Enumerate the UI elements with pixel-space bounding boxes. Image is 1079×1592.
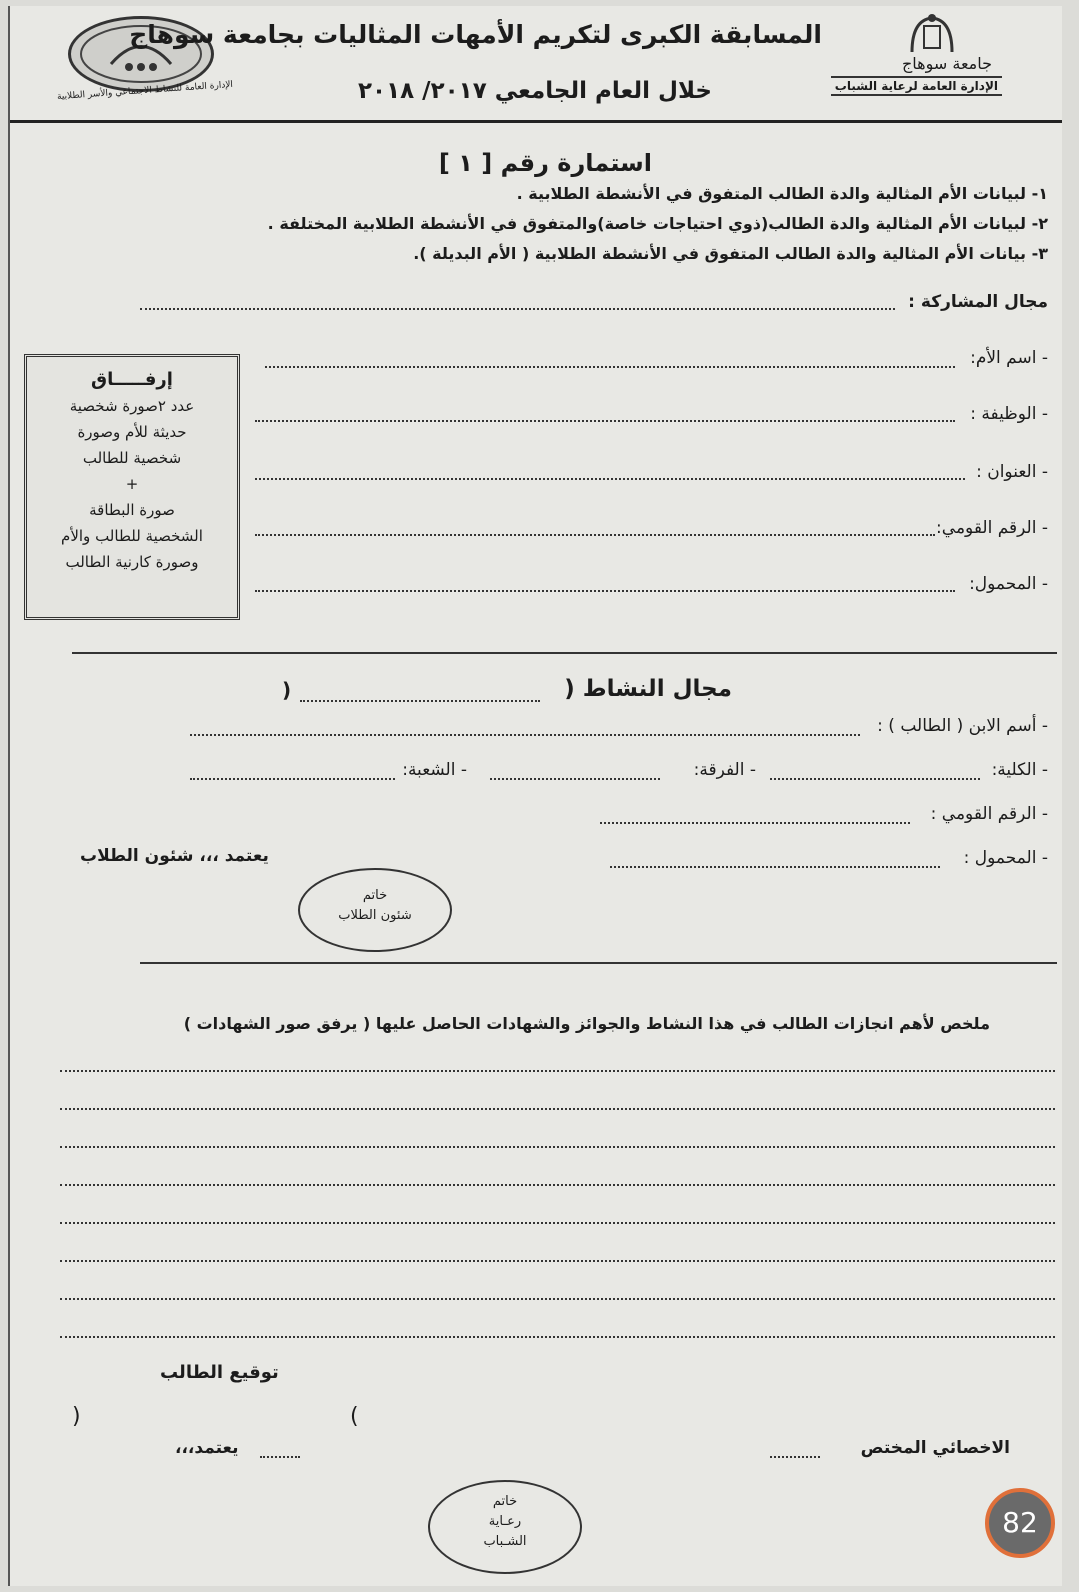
attachments-heading: إرفـــــاق (91, 369, 173, 390)
attachments-line: صورة البطاقة (89, 501, 175, 519)
attachments-plus: + (125, 475, 139, 493)
university-emblem-icon (902, 12, 962, 60)
form-number-title: استمارة رقم [ ١ ] (438, 149, 652, 177)
department-name: الإدارة العامة لرعاية الشباب (831, 76, 1002, 96)
page-subtitle: خلال العام الجامعي ٢٠١٧/ ٢٠١٨ (358, 78, 712, 104)
specialist-field[interactable] (770, 1456, 820, 1458)
mother-national-id-field[interactable] (255, 534, 935, 536)
page-title: المسابقة الكبرى لتكريم الأمهات المثاليات بجامعة سوهاج (129, 20, 822, 49)
son-name-field[interactable] (190, 734, 860, 736)
form-item-1: ١- لبيانات الأم المثالية والدة الطالب المتفوق في الأنشطة الطلابية . (516, 184, 1048, 203)
mother-job-field[interactable] (255, 420, 955, 422)
university-name: جامعة سوهاج (901, 54, 992, 73)
attachments-line: وصورة كارنية الطالب (65, 553, 199, 571)
faculty-label: - الكلية: (991, 760, 1048, 780)
signature-open-paren: ( (350, 1404, 359, 1429)
mother-address-field[interactable] (255, 478, 965, 480)
attachments-line: عدد ٢صورة شخصية (69, 397, 195, 415)
achievements-line[interactable] (60, 1298, 1055, 1300)
approval-field[interactable] (260, 1456, 300, 1458)
son-mobile-label: - المحمول : (963, 848, 1048, 868)
student-affairs-approval: يعتمد ،،، شئون الطلاب (80, 846, 269, 866)
son-mobile-field[interactable] (610, 866, 940, 868)
attachments-line: شخصية للطالب (82, 449, 182, 467)
achievements-line[interactable] (60, 1070, 1055, 1072)
son-name-label: - أسم الابن ( الطالب ) : (877, 716, 1048, 736)
division-field[interactable] (190, 778, 395, 780)
mother-name-label: - اسم الأم: (970, 348, 1048, 368)
attachments-box (24, 354, 240, 620)
mother-mobile-field[interactable] (255, 590, 955, 592)
section-divider (140, 962, 1057, 964)
form-item-3: ٣- بيانات الأم المثالية والدة الطالب المتفوق في الأنشطة الطلابية ( الأم البديلة ). (413, 244, 1048, 263)
document-page (8, 6, 1062, 1586)
division-label: - الشعبة: (402, 760, 467, 780)
achievements-line[interactable] (60, 1146, 1055, 1148)
son-national-id-label: - الرقم القومي : (930, 804, 1048, 824)
attachments-line: الشخصية للطالب والأم (61, 527, 203, 545)
header-divider (10, 120, 1062, 123)
mother-job-label: - الوظيفة : (970, 404, 1048, 424)
participation-label: مجال المشاركة : (908, 292, 1048, 312)
student-affairs-stamp (298, 868, 452, 952)
son-national-id-field[interactable] (600, 822, 910, 824)
achievements-line[interactable] (60, 1222, 1055, 1224)
mother-national-id-label: - الرقم القومي: (936, 518, 1048, 538)
attachments-line: حديثة للأم وصورة (77, 423, 187, 441)
year-field[interactable] (490, 778, 660, 780)
mother-name-field[interactable] (265, 366, 955, 368)
specialist-label: الاخصائي المختص (860, 1438, 1010, 1458)
page-number-badge: 82 (985, 1488, 1055, 1558)
achievements-line[interactable] (60, 1260, 1055, 1262)
participation-field[interactable] (140, 308, 895, 310)
form-item-2: ٢- لبيانات الأم المثالية والدة الطالب(ذوي احتياجات خاصة)والمتفوق في الأنشطة الطلابية المختلفة . (267, 214, 1048, 233)
stamp-line: خاتم (492, 1494, 518, 1509)
achievements-line[interactable] (60, 1108, 1055, 1110)
stamp-line: الشـباب (483, 1534, 527, 1549)
stamp-line: خاتم (362, 888, 388, 903)
activity-title: مجال النشاط ( (564, 676, 732, 702)
mother-mobile-label: - المحمول: (969, 574, 1048, 594)
student-signature-field[interactable] (94, 1426, 344, 1428)
achievements-heading: ملخص لأهم انجازات الطالب في هذا النشاط والجوائز والشهادات الحاصل عليها ( يرفق صور الشهادات ) (183, 1014, 990, 1033)
achievements-line[interactable] (60, 1184, 1055, 1186)
signature-close-paren: ) (72, 1404, 81, 1429)
student-signature-label: توقيع الطالب (160, 1362, 279, 1383)
stamp-line: رعـاية (488, 1514, 522, 1529)
mother-address-label: - العنوان : (976, 462, 1048, 482)
faculty-field[interactable] (770, 778, 980, 780)
approval-label: يعتمد،،، (175, 1438, 239, 1458)
logo-left-caption: الإدارة العامة للنشاط الاجتماعي والأسر الطلابية (56, 79, 234, 103)
stamp-line: شئون الطلاب (338, 908, 412, 923)
achievements-line[interactable] (60, 1336, 1055, 1338)
youth-care-stamp (428, 1480, 582, 1574)
activity-field[interactable] (300, 700, 540, 702)
section-divider (72, 652, 1057, 654)
activity-close-paren: ) (282, 678, 292, 702)
year-label: - الفرقة: (693, 760, 756, 780)
